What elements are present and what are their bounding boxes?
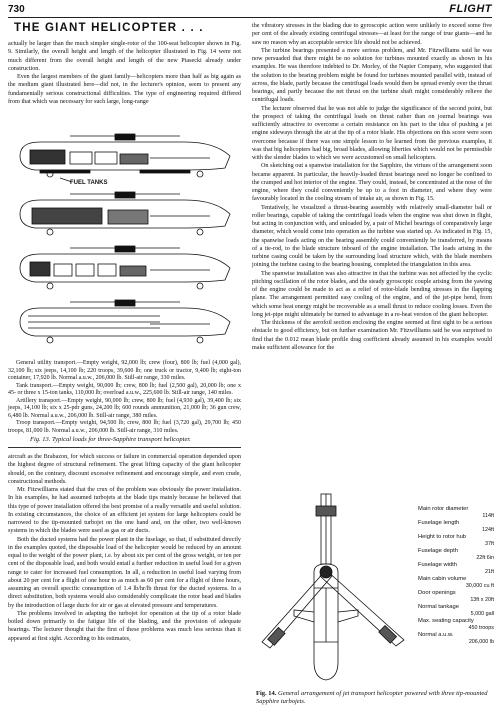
spec-tank: Tank transport.—Empty weight, 90,000 lb; crew, 800 lb; fuel (2,500 gal), 20,000 lb; one x 45- or three x 15-ton tanks, 110,000 lb; overload a.u.w., 225,600 lb. Still-air range, 140 miles. (8, 382, 241, 396)
spec-value: 450 troops (468, 625, 494, 631)
col2-text (252, 22, 492, 352)
masthead: FLIGHT (449, 3, 492, 15)
sideview-troop (20, 300, 230, 343)
paragraph: On sketching out a spanwise installation for the Sapphire, the virtues of the arrangement soon became apparent. In particular, the heavily-loaded thrust bearings need no longer be confined to the cramped and hot interior of the engine. They could, instead, be concentrated at the nose of the engine, where they could conveniently be up to a foot in diameter, and where they were favourably located in the cooling stream of intake air, as shown in Fig. 15. (252, 163, 492, 203)
sideview-artillery (20, 246, 230, 289)
helicopter-general-arrangement (254, 492, 414, 684)
fig13-drawings (10, 124, 238, 352)
spec-value: 5,000 gall (470, 611, 494, 617)
spec-label: Door openings (418, 590, 456, 596)
fuel-tanks-label: FUEL TANKS (70, 180, 108, 186)
paragraph: aircraft as the Brabazon, for which success or failure in commercial operation depended upon the highest degree of structural refinement. The great lifting capacity of the giant helicopter should, on the contrary, discount excessive refinement and encourage simple, and even crude, constructional methods. (8, 454, 241, 485)
fig14-specs (418, 506, 494, 646)
fig13-specs (8, 360, 241, 435)
paragraph: The lecturer observed that he was not able to judge the significance of the second point, but the prospect of taking the centrifugal loads on thrust rather than on journal bearings was sufficiently attractive to overcome a certain resistance on his part to the idea of pushing a jet engine sideways through the air at the tip of a rotor blade. His objections on this score were soon overcome because if there was one simple lesson to be learned from the previous examples, it was that big helicopters had big, broad blades, allowing liberties which would not be permissible with the slender blades to which we were accustomed on small helicopters. (252, 105, 492, 161)
spec-label: Fuselage width (418, 562, 457, 568)
spec-value: 206,000 lb (468, 639, 494, 645)
paragraph: Mr. Fitzwilliams stated that the crux of the problem was obviously the power installation. In his examples, he had assumed turbojets at the blade tips mainly because he believed that this type of power installation offered the best promise of a really versatile and useful solution. In existing circumstances, the choice of an efficient jet system for large helicopters could be narrowed to the tip-mounted turbojet on the one hand and, on the other, two well-known systems in which the blades were used as gas or air ducts. (8, 487, 241, 535)
spec-value: 22ft 6in (476, 555, 494, 561)
paragraph: Both the ducted systems had the power plant in the fuselage, so that, if substituted directly in the examples quoted, the disposable load of the helicopter would be reduced by an amount equal to the weight of the power plant, i.e. by about six per cent of the gross weight, or ten per cent of the disposable load, and both would entail a further reduction in useful load for a given range to cater for increased fuel consumption. In all, a reduction in useful load varying from about 20 per cent for a flight of one hour to as much as 60 per cent for a flight of three hours, assuming an overall specific consumption of 1.4 lb/hr/lb thrust for the ducted systems. In a direct substitution, both systems would also considerably complicate the rotor head and blades by the introduction of large ducts for air or gas at elevated pressure and temperatures. (8, 536, 241, 609)
page-number: 730 (8, 4, 25, 15)
col1-top-text (8, 40, 241, 106)
paragraph: actually be larger than the much simpler single-rotor of the 100-seat helicopter shown in Fig. 9. Similarly, the overall height and length of the helicopter illustrated in Fig. 14 were not much different from the overall height and length of the new Piasecki already under construction. (8, 41, 241, 72)
paragraph: the vibratory stresses in the blading due to gyroscopic action were unlikely to exceed some five per cent of the already existing centrifugal stresses—at least for the range of true giants—and he saw no reason why an acceptable service life should not be achieved. (252, 23, 492, 46)
spec-label: Fuselage length (418, 520, 460, 526)
fig14-caption (256, 690, 492, 706)
spec-troop: Troop transport.—Empty weight, 94,500 lb; crew, 800 lb; fuel (3,720 gal), 29,700 lb; 450 troops, 81,000 lb. Normal a.u.w., 206,000 lb. Still-air range, 310 miles. (8, 420, 241, 434)
header-rule (8, 17, 492, 18)
spec-artillery: Artillery transport.—Empty weight, 90,000 lb; crew, 800 lb; fuel (4,930 gal), 39,400 lb; six jeeps, 14,100 lb; six x 25-pdr guns, 24,200 lb; 600 rounds ammunition, 21,000 lb; 36 gun crew, 6,480 lb. Normal a.u.w., 206,000 lb. Still-air range, 380 miles. (8, 397, 241, 419)
paragraph: The spanwise installation was also attractive in that the turbine was not affected by the cyclic pitching oscillation of the rotor blades, and the steady gyroscopic couple arising from the yawing of the engine could be made to act as a relief of rotor-blade bending stresses in the flapping plane. The arrangement permitted easy cooling of the engine, and of the jet-pipe bend, from which some heat energy might be recoverable as a small thrust to reduce cooling losses. Even the long jet-pipe might ultimately be turned to advantage in a re-heat version of the giant helicopter. (252, 270, 492, 318)
spec-label: Main rotor diameter (418, 506, 469, 512)
col1-bottom-text (8, 453, 241, 643)
fig14-drawing (254, 492, 414, 684)
paragraph: The thickness of the aerofoil section enclosing the engine seemed at first sight to be a serious obstacle to good efficiency, but on further examination Mr. Fitzwilliams said he was surprised to find that the 0.012 mean blade profile drag coefficient already assumed in his examples would make sufficient allowance for the (252, 320, 492, 351)
spec-value: 37ft (485, 541, 494, 547)
sideview-general-utility (20, 134, 230, 182)
spec-label: Normal tankage (418, 604, 459, 610)
spec-value: 114ft (482, 513, 494, 519)
spec-value: 13ft x 20ft (470, 597, 494, 603)
spec-label: Normal a.u.w. (418, 632, 454, 638)
spec-label: Fuselage depth (418, 548, 458, 554)
helicopter-sideviews (10, 124, 238, 352)
sideview-tank (20, 192, 230, 235)
fig14-caption-text: General arrangement of jet transport helicopter powered with three tip-mounted Sapphire turbojets. (256, 690, 488, 705)
paragraph: The turbine bearings presented a more serious problem, and Mr. Fitzwilliams said he was now persuaded that there might be no solution for turbines mounted exactly as shown in his examples. He was therefore indebted to Dr. Morley, of the Napier Company, who suggested that the solution to the bearing problem might be found for turbines mounted parallel with, instead of across, the blade, partly because the centrifugal loads would then be spread evenly over the thrust bearings, and partly because the net thrust on the turbine shaft might considerably relieve the centrifugal loads. (252, 47, 492, 104)
paragraph: Tentatively, he visualized a thrust-bearing assembly with relatively small-diameter ball or roller bearings, capable of taking the centrifugal loads when the engine was shut down in flight, but acting in conjunction with, and unloaded by, a pair of Michel bearings of comparatively large diameter, which would come into operation as the turbine was started up. As indicated in Fig. 15, the spanwise loads acting on the bearing assembly could conveniently be transferred, by means of a tie-rod, to the blade structure inboard of the engine installation. The loads arising in the turbine casing could be taken by the surrounding load structure which, with the blade members joining the turbine casing to the bearing housing, completed the triangulation in this area. (252, 204, 492, 269)
fig13-caption: Fig. 13. Typical loads for three-Sapphire transport helicopter. (30, 436, 191, 443)
spec-label: Max. seating capacity (418, 618, 474, 624)
article-title: THE GIANT HELICOPTER . . . (14, 22, 204, 34)
spec-value: 124ft (482, 527, 494, 533)
paragraph: Even the largest members of the giant family—helicopters more than half as big again as the medium giant illustrated here—did not, in the lecturer's opinion, seem to present any fundamentally serious constructional difficulties. The type of engineering required differed from that which was necessary for such large, long-range (8, 74, 241, 105)
spec-value: 30,000 cu ft (465, 583, 494, 589)
spec-label: Height to rotor hub (418, 534, 467, 540)
fig14-number: Fig. 14. (256, 690, 277, 697)
paragraph: The problems involved in adapting the turbojet for operation at the tip of a rotor blade boiled down primarily to the fatigue life of the blading, and the provision of adequate bearings. The lecturer thought that the first of these problems was much less serious than it appeared at first sight. According to his estimates, (8, 610, 241, 642)
spec-value: 21ft (485, 569, 494, 575)
spec-label: Main cabin volume (418, 576, 467, 582)
caption-rule (8, 447, 241, 448)
spec-general-utility: General utility transport.—Empty weight, 92,000 lb; crew (four), 800 lb; fuel (4,000 gal), 32,100 lb; six jeeps, 14,100 lb; 220 troops, 39,600 lb; one truck or tractor, 9,400 lb; eight-ton container, 17,920 lb. Normal a.u.w., 206,000 lb. Still-air range, 330 miles. (8, 360, 241, 381)
